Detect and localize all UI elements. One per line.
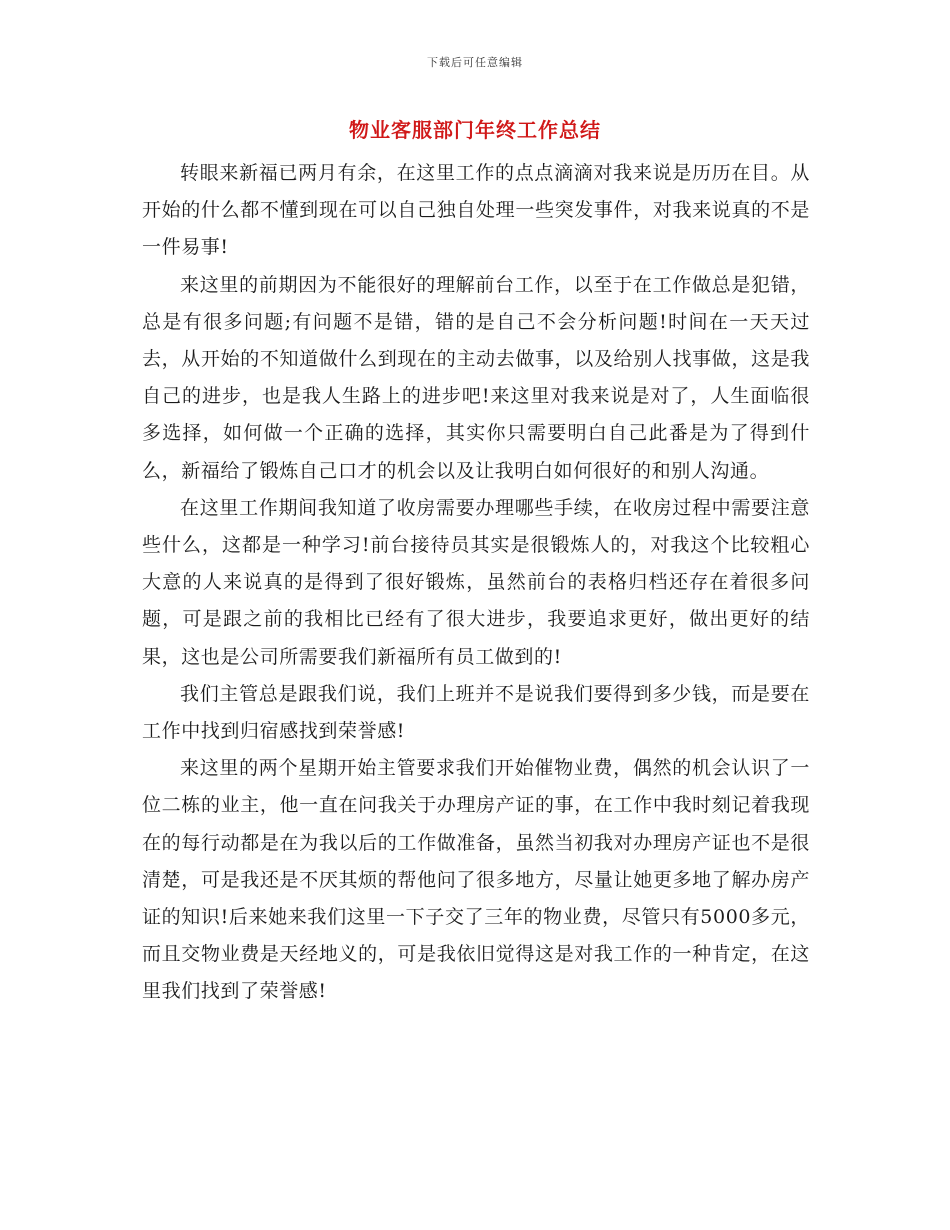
paragraph-4: 我们主管总是跟我们说，我们上班并不是说我们要得到多少钱，而是要在工作中找到归宿感找到荣誉感!: [142, 682, 810, 743]
paragraph-1: 转眼来新福已两月有余，在这里工作的点点滴滴对我来说是历历在目。从开始的什么都不懂到现在可以自己独自处理一些突发事件，对我来说真的不是一件易事!: [142, 162, 810, 259]
paragraph-3: 在这里工作期间我知道了收房需要办理哪些手续，在收房过程中需要注意些什么，这都是一种学习!前台接待员其实是很锻炼人的，对我这个比较粗心大意的人来说真的是得到了很好锻炼，虽然前台的表格归档还存在着很多问题，可是跟之前的我相比已经有了很大进步，我要追求更好，做出更好的结果，这也是公司所需要我们新福所有员工做到的!: [142, 496, 810, 668]
document-title: 物业客服部门年终工作总结: [349, 118, 601, 142]
header-note: 下载后可任意编辑: [427, 56, 523, 69]
paragraph-2: 来这里的前期因为不能很好的理解前台工作，以至于在工作做总是犯错，总是有很多问题;有问题不是错，错的是自己不会分析问题!时间在一天天过去，从开始的不知道做什么到现在的主动去做事，以及给别人找事做，这是我自己的进步，也是我人生路上的进步吧!来这里对我来说是对了，人生面临很多选择，如何做一个正确的选择，其实你只需要明白自己此番是为了得到什么，新福给了锻炼自己口才的机会以及让我明白如何很好的和别人沟通。: [142, 273, 810, 482]
paragraph-5: 来这里的两个星期开始主管要求我们开始催物业费，偶然的机会认识了一位二栋的业主，他一直在问我关于办理房产证的事，在工作中我时刻记着我现在的每行动都是在为我以后的工作做准备，虽然当初我对办理房产证也不是很清楚，可是我还是不厌其烦的帮他问了很多地方，尽量让她更多地了解办房产证的知识!后来她来我们这里一下子交了三年的物业费，尽管只有5000多元，而且交物业费是天经地义的，可是我依旧觉得这是对我工作的一种肯定，在这里我们找到了荣誉感!: [142, 757, 810, 1003]
document-body: [142, 155, 810, 1011]
